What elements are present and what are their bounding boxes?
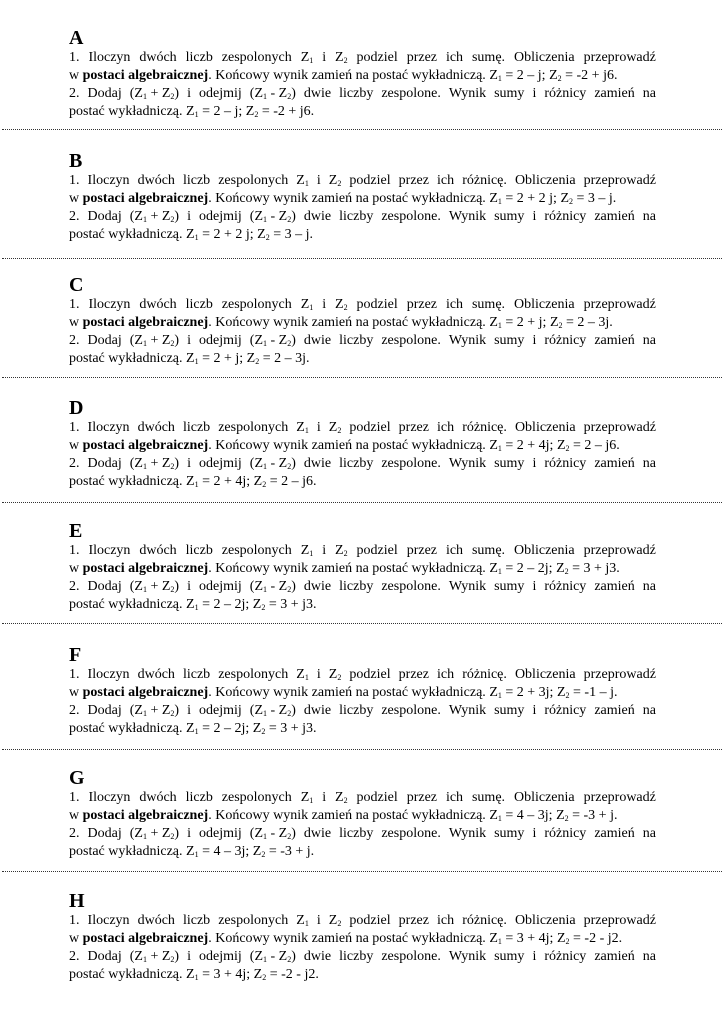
dotted-separator [2,502,722,503]
task-1-line-2: w postaci algebraicznej. Końcowy wynik zamień na postać wykładniczą. $Z_1 = 4 - 3j$; $Z_2 = -3 + j$. [69,808,618,823]
task-section [69,644,656,738]
task-1-line-1: 1. Iloczyn dwóch liczb zespolonych $Z_1$ i $Z_2$ podziel przez ich sumę. Obliczenia przeprowadź [69,543,656,558]
section-letter: H [69,890,85,912]
section-letter: C [69,274,84,296]
task-section [69,520,656,614]
task-1-line-1: 1. Iloczyn dwóch liczb zespolonych $Z_1$ i $Z_2$ podziel przez ich sumę. Obliczenia przeprowadź [69,50,656,65]
task-2-line-1: 2. Dodaj $(Z_1 + Z_2)$ i odejmij $(Z_1 - Z_2)$ dwie liczby zespolone. Wynik sumy i różnicy zamień na [69,456,656,471]
bold-phrase: postaci algebraicznej [82,931,209,946]
section-letter: E [69,520,83,542]
bold-phrase: postaci algebraicznej [82,438,209,453]
task-2-line-1: 2. Dodaj $(Z_1 + Z_2)$ i odejmij $(Z_1 - Z_2)$ dwie liczby zespolone. Wynik sumy i różnicy zamień na [69,703,656,718]
task-section [69,397,656,491]
task-2-line-2: postać wykładniczą. $Z_1 = 2 + 4j$; $Z_2 = 2 - j6$. [69,474,317,489]
task-section [69,890,656,984]
task-2-line-1: 2. Dodaj $(Z_1 + Z_2)$ i odejmij $(Z_1 - Z_2)$ dwie liczby zespolone. Wynik sumy i różnicy zamień na [69,579,656,594]
section-letter: B [69,150,83,172]
task-1-line-2: w postaci algebraicznej. Końcowy wynik zamień na postać wykładniczą. $Z_1 = 2 + j$; $Z_2 = 2 - 3j$. [69,315,613,330]
section-letter: A [69,27,84,49]
task-2-line-1: 2. Dodaj $(Z_1 + Z_2)$ i odejmij $(Z_1 - Z_2)$ dwie liczby zespolone. Wynik sumy i różnicy zamień na [69,949,656,964]
bold-phrase: postaci algebraicznej [82,191,209,206]
task-section [69,27,656,121]
dotted-separator [2,258,722,259]
task-2-line-2: postać wykładniczą. $Z_1 = 2 - 2j$; $Z_2 = 3 + j3$. [69,597,317,612]
task-2-line-1: 2. Dodaj $(Z_1 + Z_2)$ i odejmij $(Z_1 - Z_2)$ dwie liczby zespolone. Wynik sumy i różnicy zamień na [69,209,656,224]
task-2-line-2: postać wykładniczą. $Z_1 = 2 + 2$ j; $Z_2 = 3 - j$. [69,227,314,242]
section-letter: F [69,644,82,666]
task-2-line-2: postać wykładniczą. $Z_1 = 2 - 2j$; $Z_2 = 3 + j3$. [69,721,317,736]
bold-phrase: postaci algebraicznej [82,685,209,700]
task-section [69,274,656,368]
task-1-line-1: 1. Iloczyn dwóch liczb zespolonych $Z_1$ i $Z_2$ podziel przez ich różnicę. Obliczenia przeprowadź [69,667,656,682]
task-2-line-2: postać wykładniczą. $Z_1 = 3 + 4j$; $Z_2 = -2 - j2$. [69,967,319,982]
dotted-separator [2,623,722,624]
task-2-line-2: postać wykładniczą. $Z_1 = 4 - 3j$; $Z_2 = -3 + j$. [69,844,315,859]
task-1-line-2: w postaci algebraicznej. Końcowy wynik zamień na postać wykładniczą. $Z_1 = 2 + 2$ j; $Z_2 = 3 - j$. [69,191,617,206]
bold-phrase: postaci algebraicznej [82,808,209,823]
dotted-separator [2,749,722,750]
task-2-line-1: 2. Dodaj $(Z_1 + Z_2)$ i odejmij $(Z_1 - Z_2)$ dwie liczby zespolone. Wynik sumy i różnicy zamień na [69,826,656,841]
section-letter: D [69,397,84,419]
section-letter: G [69,767,85,789]
task-2-line-2: postać wykładniczą. $Z_1 = 2 + j$; $Z_2 = 2 - 3j$. [69,351,310,366]
task-section [69,767,656,861]
task-1-line-1: 1. Iloczyn dwóch liczb zespolonych $Z_1$ i $Z_2$ podziel przez ich różnicę. Obliczenia przeprowadź [69,420,656,435]
bold-phrase: postaci algebraicznej [82,315,209,330]
task-section [69,150,656,244]
task-1-line-2: w postaci algebraicznej. Końcowy wynik zamień na postać wykładniczą. $Z_1 = 2 + 4j$; $Z_2 = 2 - j6$. [69,438,620,453]
task-1-line-1: 1. Iloczyn dwóch liczb zespolonych $Z_1$ i $Z_2$ podziel przez ich różnicę. Obliczenia przeprowadź [69,913,656,928]
task-2-line-2: postać wykładniczą. $Z_1 = 2 - j$; $Z_2 = -2 + j6$. [69,104,315,119]
task-1-line-1: 1. Iloczyn dwóch liczb zespolonych $Z_1$ i $Z_2$ podziel przez ich sumę. Obliczenia przeprowadź [69,790,656,805]
task-1-line-1: 1. Iloczyn dwóch liczb zespolonych $Z_1$ i $Z_2$ podziel przez ich różnicę. Obliczenia przeprowadź [69,173,656,188]
bold-phrase: postaci algebraicznej [82,68,209,83]
bold-phrase: postaci algebraicznej [82,561,209,576]
dotted-separator [2,377,722,378]
dotted-separator [2,871,722,872]
task-1-line-1: 1. Iloczyn dwóch liczb zespolonych $Z_1$ i $Z_2$ podziel przez ich sumę. Obliczenia przeprowadź [69,297,656,312]
task-1-line-2: w postaci algebraicznej. Końcowy wynik zamień na postać wykładniczą. $Z_1 = 3 + 4j$; $Z_2 = -2 - j2$. [69,931,623,946]
task-1-line-2: w postaci algebraicznej. Końcowy wynik zamień na postać wykładniczą. $Z_1 = 2 - j$; $Z_2 = -2 + j6$. [69,68,618,83]
task-2-line-1: 2. Dodaj $(Z_1 + Z_2)$ i odejmij $(Z_1 - Z_2)$ dwie liczby zespolone. Wynik sumy i różnicy zamień na [69,333,656,348]
task-2-line-1: 2. Dodaj $(Z_1 + Z_2)$ i odejmij $(Z_1 - Z_2)$ dwie liczby zespolone. Wynik sumy i różnicy zamień na [69,86,656,101]
task-1-line-2: w postaci algebraicznej. Końcowy wynik zamień na postać wykładniczą. $Z_1 = 2 - 2j$; $Z_2 = 3 + j3$. [69,561,620,576]
dotted-separator [2,129,722,130]
task-1-line-2: w postaci algebraicznej. Końcowy wynik zamień na postać wykładniczą. $Z_1 = 2 + 3j$; $Z_2 = -1 - j$. [69,685,618,700]
